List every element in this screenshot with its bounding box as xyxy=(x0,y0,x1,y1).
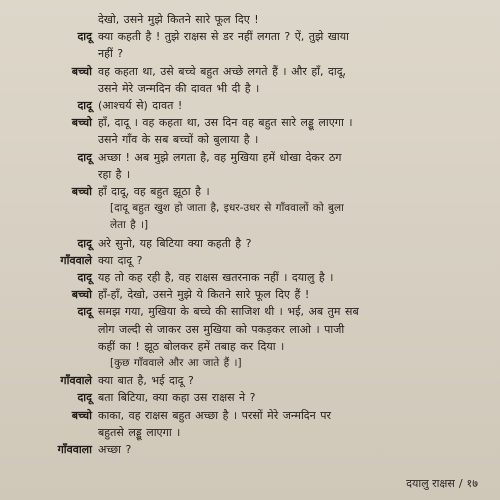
dialogue-text: क्या कहती है ! तुझे राक्षस से डर नहीं लगता ? ऐं, तुझे खाया xyxy=(98,30,349,44)
speaker-name: गाँववाला xyxy=(57,443,92,457)
speaker-name: दादू xyxy=(77,271,92,285)
dialogue-line xyxy=(8,407,492,424)
speaker-name: बच्चो xyxy=(71,408,92,422)
stage-direction-line xyxy=(8,355,492,372)
dialogue-line xyxy=(8,389,492,406)
dialogue-text: क्या बात है, भई दादू ? xyxy=(98,374,194,388)
speaker-name: दादू xyxy=(77,30,92,44)
speaker-name: बच्चो xyxy=(71,185,92,199)
speaker-name: गाँववाले xyxy=(60,374,92,388)
stage-direction-line xyxy=(8,200,492,217)
dialogue-text: बता बिटिया, क्या कहा उस राक्षस ने ? xyxy=(98,391,256,405)
dialogue-line xyxy=(8,166,492,183)
speaker-name: दादू xyxy=(77,391,92,405)
speaker-name: दादू xyxy=(77,236,92,250)
footer-title: दयालु राक्षस xyxy=(406,477,455,490)
dialogue-text: समझ गया, मुखिया के बच्चे की साजिश थी । भई, अब तुम सब xyxy=(98,305,359,319)
stage-direction-line xyxy=(8,217,492,234)
dialogue-line xyxy=(8,80,492,97)
footer-separator: / xyxy=(458,477,463,490)
dialogue-line xyxy=(8,424,492,441)
dialogue-text: रहा है । xyxy=(98,167,131,181)
dialogue-text: लोग जल्दी से जाकर उस मुखिया को पकड़कर लाओ । पाजी xyxy=(98,322,345,336)
stage-direction-text: [कुछ गाँववाले और आ जाते हैं ।] xyxy=(110,357,242,370)
dialogue-line xyxy=(8,372,492,389)
speaker-name: दादू xyxy=(77,305,92,319)
stage-direction-text: लेता है ।] xyxy=(110,219,149,232)
speaker-name: दादू xyxy=(77,150,92,164)
dialogue-text: हाँ दादू, वह बहुत झूठा है । xyxy=(98,185,210,199)
dialogue-line xyxy=(8,63,492,80)
dialogue-line xyxy=(8,286,492,303)
page-number: १७ xyxy=(466,477,478,490)
speaker-name: गाँववाले xyxy=(60,253,92,267)
dialogue-line xyxy=(8,183,492,200)
dialogue-text: देखो, उसने मुझे कितने सारे फूल दिए ! xyxy=(98,13,259,26)
dialogue-text: उसने मेरे जन्मदिन की दावत भी दी है । xyxy=(98,81,260,95)
dialogue-line xyxy=(8,321,492,338)
dialogue-text: क्या दादू ? xyxy=(98,253,143,267)
dialogue-line xyxy=(8,131,492,148)
dialogue-line xyxy=(8,338,492,355)
speaker-name: बच्चो xyxy=(71,288,92,302)
dialogue-text: वह कहता था, उसे बच्चे बहुत अच्छे लगते हैं । और हाँ, दादू, xyxy=(98,64,347,78)
speaker-name: दादू xyxy=(77,99,92,113)
dialogue-text: कहीं का ! झूठ बोलकर हमें तबाह कर दिया । xyxy=(98,339,285,353)
dialogue-text: यह तो कह रही है, वह राक्षस खतरनाक नहीं । दयालु है । xyxy=(98,271,334,285)
dialogue-text: नहीं ? xyxy=(98,47,124,61)
dialogue-text: काका, वह राक्षस बहुत अच्छा है । परसों मेरे जन्मदिन पर xyxy=(98,408,331,422)
dialogue-text: (आश्चर्य से) दावत ! xyxy=(98,99,183,113)
dialogue-text: अरे सुनो, यह बिटिया क्या कहती है ? xyxy=(98,236,252,250)
dialogue-line xyxy=(8,114,492,131)
dialogue-line xyxy=(8,303,492,320)
stage-direction-text: [दादू बहुत खुश हो जाता है, इधर-उधर से गाँववालों को बुला xyxy=(110,202,344,215)
dialogue-text: अच्छा ? xyxy=(98,443,132,457)
dialogue-text: अच्छा ! अब मुझे लगता है, वह मुखिया हमें धोखा देकर ठग xyxy=(98,150,342,164)
speaker-name: बच्चो xyxy=(71,64,92,78)
dialogue-block xyxy=(8,11,492,458)
dialogue-line xyxy=(8,97,492,114)
page-footer xyxy=(406,476,478,491)
dialogue-line xyxy=(8,441,492,458)
dialogue-line xyxy=(8,11,492,28)
dialogue-line xyxy=(8,252,492,269)
dialogue-text: बहुतसे लड्डू लाएगा । xyxy=(98,425,181,439)
dialogue-line xyxy=(8,45,492,62)
dialogue-text: उसने गाँव के सब बच्चों को बुलाया है । xyxy=(98,133,259,147)
speaker-name: बच्चो xyxy=(71,116,92,130)
dialogue-line xyxy=(8,235,492,252)
dialogue-text: हाँ-हाँ, देखो, उसने मुझे ये कितने सारे फूल दिए हैं ! xyxy=(98,288,310,302)
dialogue-line xyxy=(8,149,492,166)
dialogue-line xyxy=(8,28,492,45)
dialogue-text: हाँ, दादू । वह कहता था, उस दिन वह बहुत सारे लड्डू लाएगा । xyxy=(98,116,353,130)
dialogue-line xyxy=(8,269,492,286)
